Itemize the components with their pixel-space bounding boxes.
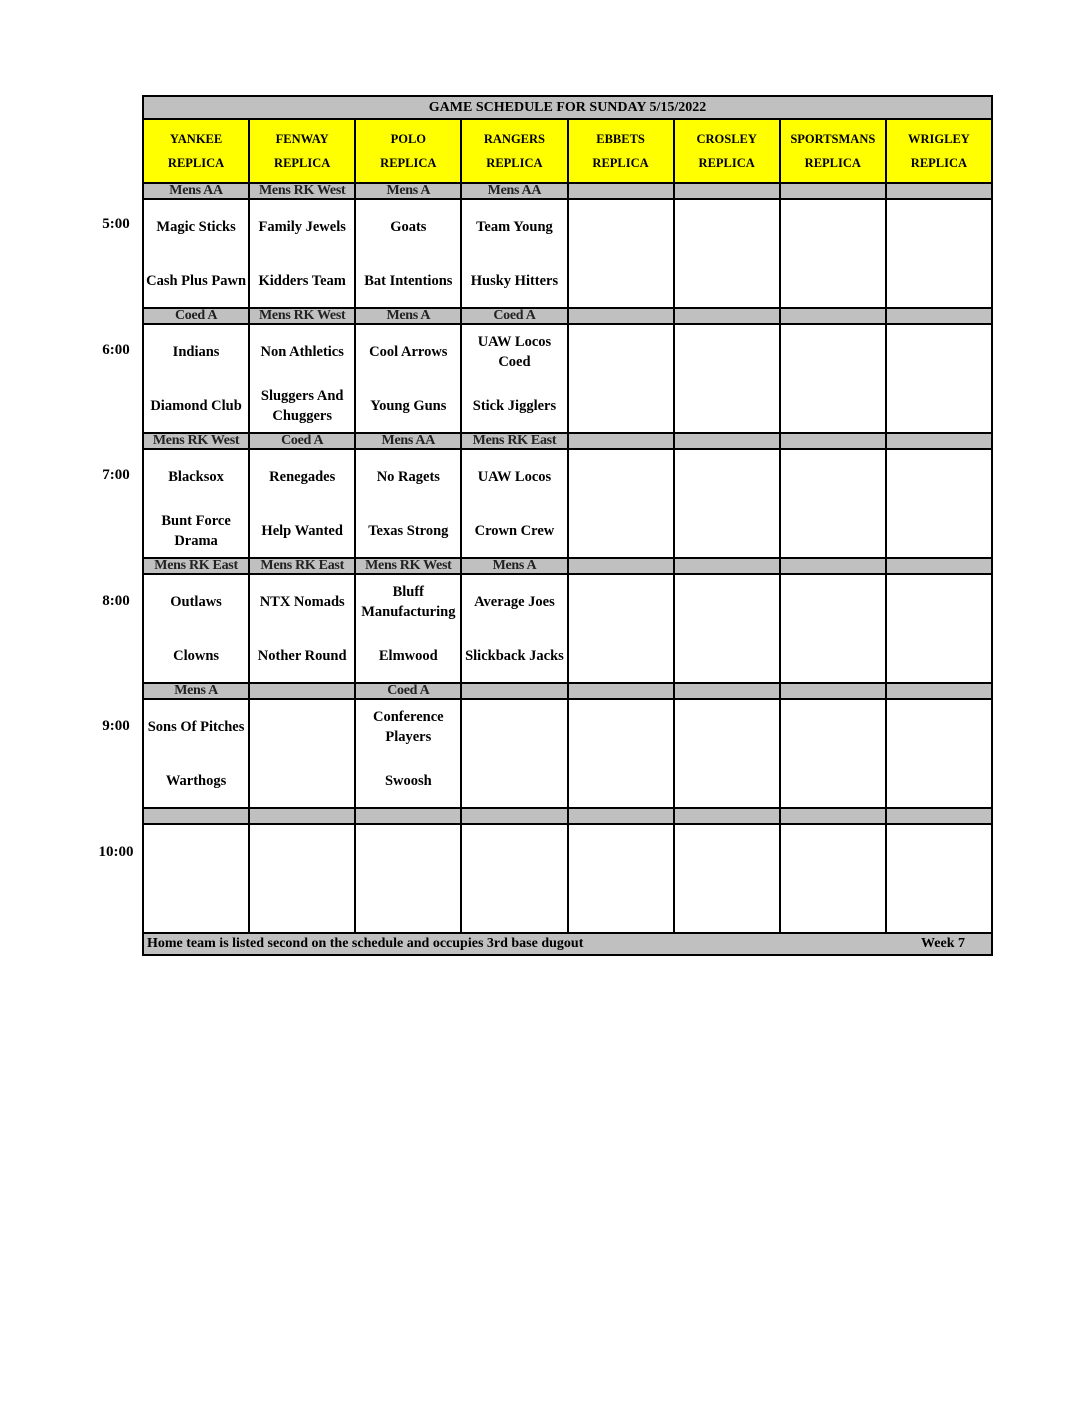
away-team xyxy=(569,575,673,629)
field-header-row xyxy=(143,119,992,183)
field-header-polo xyxy=(355,119,461,183)
division-label xyxy=(886,308,992,324)
away-team xyxy=(887,200,991,254)
away-team xyxy=(569,700,673,754)
home-team: Sluggers And Chuggers xyxy=(260,387,344,424)
away-team xyxy=(569,450,673,504)
division-label: Mens AA xyxy=(461,183,567,199)
game-cell xyxy=(674,324,780,433)
division-label xyxy=(780,683,886,699)
game-cell xyxy=(780,324,886,433)
division-label: Mens A xyxy=(355,308,461,324)
division-label: Coed A xyxy=(249,433,355,449)
home-team xyxy=(675,379,779,432)
division-label xyxy=(886,183,992,199)
game-cell xyxy=(568,574,674,683)
division-label xyxy=(568,308,674,324)
home-team: Husky Hitters xyxy=(470,272,559,289)
home-team: Clowns xyxy=(173,647,220,664)
home-team: Bat Intentions xyxy=(364,272,453,289)
division-row xyxy=(143,183,992,199)
home-team xyxy=(675,879,779,932)
home-team xyxy=(462,754,566,807)
game-cell xyxy=(780,699,886,808)
division-row xyxy=(143,558,992,574)
home-team xyxy=(887,629,991,682)
home-team: Kidders Team xyxy=(258,272,346,289)
field-name: WRIGLEY xyxy=(908,132,970,146)
away-team xyxy=(781,825,885,879)
away-team xyxy=(781,700,885,754)
division-label: Mens AA xyxy=(143,183,249,199)
time-label: 6:00 xyxy=(102,342,130,358)
game-cell xyxy=(461,199,567,308)
away-team xyxy=(250,700,354,754)
away-team xyxy=(887,450,991,504)
field-name: POLO xyxy=(390,132,427,146)
home-team: Slickback Jacks xyxy=(465,647,564,664)
home-team xyxy=(781,504,885,557)
home-team xyxy=(569,879,673,932)
game-cell xyxy=(461,574,567,683)
division-label: Mens AA xyxy=(355,433,461,449)
division-label xyxy=(674,433,780,449)
game-cell xyxy=(249,699,355,808)
home-team xyxy=(569,254,673,307)
away-team xyxy=(675,700,779,754)
home-team-note: Home team is listed second on the schedule and occupies 3rd base dugout xyxy=(147,936,584,951)
field-subtitle: REPLICA xyxy=(592,156,649,170)
division-label: Mens A xyxy=(143,683,249,699)
away-team xyxy=(887,825,991,879)
away-team: Sons Of Pitches xyxy=(147,719,245,735)
division-label xyxy=(674,683,780,699)
game-row xyxy=(143,324,992,433)
game-cell xyxy=(568,699,674,808)
division-label xyxy=(355,808,461,824)
home-team: Nother Round xyxy=(257,647,347,664)
game-cell xyxy=(780,574,886,683)
week-label: Week 7 xyxy=(921,936,965,951)
game-cell xyxy=(886,699,992,808)
away-team: Team Young xyxy=(476,219,553,235)
field-subtitle: REPLICA xyxy=(274,156,331,170)
game-cell xyxy=(674,574,780,683)
field-header-crosley xyxy=(674,119,780,183)
home-team: Texas Strong xyxy=(368,522,449,539)
division-label: Mens RK East xyxy=(249,558,355,574)
game-row xyxy=(143,824,992,933)
away-team xyxy=(887,325,991,379)
time-label: 5:00 xyxy=(102,216,130,232)
home-team xyxy=(462,879,566,932)
home-team xyxy=(781,254,885,307)
game-row xyxy=(143,699,992,808)
away-team xyxy=(675,450,779,504)
footer-row xyxy=(143,933,992,955)
home-team xyxy=(781,879,885,932)
game-cell xyxy=(674,699,780,808)
home-team xyxy=(675,754,779,807)
field-header-fenway xyxy=(249,119,355,183)
time-label: 7:00 xyxy=(102,467,130,483)
game-cell xyxy=(674,199,780,308)
away-team: Conference Players xyxy=(373,709,444,745)
division-row xyxy=(143,433,992,449)
game-cell xyxy=(355,199,461,308)
away-team: Outlaws xyxy=(170,594,222,610)
game-cell xyxy=(461,699,567,808)
game-cell xyxy=(886,199,992,308)
home-team xyxy=(569,754,673,807)
time-label: 9:00 xyxy=(102,718,130,734)
division-label xyxy=(886,433,992,449)
away-team xyxy=(675,325,779,379)
division-row xyxy=(143,808,992,824)
time-label: 8:00 xyxy=(102,593,130,609)
division-label xyxy=(674,558,780,574)
home-team: Stick Jigglers xyxy=(472,397,557,414)
footer-cell xyxy=(143,933,992,955)
division-label xyxy=(886,683,992,699)
game-cell xyxy=(355,449,461,558)
away-team: Renegades xyxy=(269,469,336,485)
home-team: Bunt Force Drama xyxy=(161,512,231,549)
game-cell xyxy=(461,449,567,558)
game-row xyxy=(143,449,992,558)
field-subtitle: REPLICA xyxy=(167,156,225,170)
away-team: Bluff Manufacturing xyxy=(361,584,456,620)
away-team xyxy=(781,575,885,629)
division-label: Mens RK West xyxy=(143,433,249,449)
home-team xyxy=(781,629,885,682)
home-team xyxy=(887,754,991,807)
division-label: Mens A xyxy=(355,183,461,199)
away-team xyxy=(675,575,779,629)
away-team xyxy=(675,200,779,254)
field-subtitle: REPLICA xyxy=(486,156,543,170)
division-label xyxy=(568,183,674,199)
field-header-sportsmans xyxy=(780,119,886,183)
division-label: Mens A xyxy=(461,558,567,574)
home-team: Warthogs xyxy=(165,772,227,789)
home-team xyxy=(781,754,885,807)
field-header-ebbets xyxy=(568,119,674,183)
game-cell xyxy=(886,574,992,683)
division-label xyxy=(780,183,886,199)
away-team: Blacksox xyxy=(168,469,224,485)
time-label: 10:00 xyxy=(98,844,134,860)
field-name: YANKEE xyxy=(169,132,223,146)
away-team: Magic Sticks xyxy=(156,219,236,235)
away-team: Average Joes xyxy=(474,594,555,610)
field-name: EBBETS xyxy=(596,132,645,146)
game-cell xyxy=(780,449,886,558)
home-team xyxy=(144,879,248,932)
away-team xyxy=(144,825,248,879)
game-cell xyxy=(674,449,780,558)
game-cell xyxy=(568,824,674,933)
field-name: FENWAY xyxy=(275,132,329,146)
away-team: Goats xyxy=(390,219,427,235)
game-cell xyxy=(355,699,461,808)
game-cell xyxy=(249,449,355,558)
away-team: Cool Arrows xyxy=(369,344,448,360)
game-cell xyxy=(143,824,249,933)
game-cell xyxy=(568,199,674,308)
field-subtitle: REPLICA xyxy=(698,156,755,170)
home-team xyxy=(887,504,991,557)
division-label xyxy=(780,808,886,824)
division-label xyxy=(674,308,780,324)
home-team xyxy=(569,379,673,432)
away-team xyxy=(781,325,885,379)
field-name: SPORTSMANS xyxy=(790,132,876,146)
schedule-title: GAME SCHEDULE FOR SUNDAY 5/15/2022 xyxy=(143,96,992,119)
game-cell xyxy=(249,824,355,933)
game-cell xyxy=(355,324,461,433)
division-label: Coed A xyxy=(355,683,461,699)
division-label: Mens RK East xyxy=(461,433,567,449)
away-team xyxy=(887,700,991,754)
game-cell xyxy=(886,449,992,558)
away-team: UAW Locos xyxy=(477,469,552,485)
home-team xyxy=(250,754,354,807)
division-label xyxy=(886,808,992,824)
division-label xyxy=(568,558,674,574)
division-row xyxy=(143,683,992,699)
home-team: Diamond Club xyxy=(150,397,242,414)
division-label xyxy=(674,183,780,199)
division-label xyxy=(568,683,674,699)
division-label xyxy=(249,683,355,699)
game-cell xyxy=(461,824,567,933)
field-header-yankee xyxy=(143,119,249,183)
away-team: UAW Locos Coed xyxy=(477,334,552,370)
home-team: Cash Plus Pawn xyxy=(146,272,247,289)
home-team xyxy=(569,629,673,682)
game-cell xyxy=(143,449,249,558)
division-label xyxy=(674,808,780,824)
away-team xyxy=(781,200,885,254)
home-team: Swoosh xyxy=(384,772,432,789)
game-cell xyxy=(568,449,674,558)
away-team xyxy=(462,825,566,879)
game-cell xyxy=(355,824,461,933)
home-team xyxy=(250,879,354,932)
game-cell xyxy=(355,574,461,683)
away-team: Family Jewels xyxy=(258,219,346,235)
home-team: Help Wanted xyxy=(261,522,343,539)
game-cell xyxy=(780,199,886,308)
division-label xyxy=(143,808,249,824)
field-header-wrigley xyxy=(886,119,992,183)
division-label xyxy=(780,308,886,324)
away-team xyxy=(569,825,673,879)
game-cell xyxy=(249,199,355,308)
away-team xyxy=(887,575,991,629)
division-label: Coed A xyxy=(143,308,249,324)
game-cell xyxy=(143,699,249,808)
away-team xyxy=(569,325,673,379)
away-team: NTX Nomads xyxy=(259,594,345,610)
away-team xyxy=(569,200,673,254)
game-row xyxy=(143,199,992,308)
away-team: Indians xyxy=(172,344,220,360)
game-cell xyxy=(674,824,780,933)
game-cell xyxy=(461,324,567,433)
division-row xyxy=(143,308,992,324)
home-team xyxy=(887,879,991,932)
title-row xyxy=(143,96,992,119)
division-label xyxy=(249,808,355,824)
home-team xyxy=(887,379,991,432)
field-subtitle: REPLICA xyxy=(910,156,968,170)
division-label xyxy=(461,808,567,824)
division-label xyxy=(568,808,674,824)
field-header-rangers xyxy=(461,119,567,183)
division-label: Mens RK West xyxy=(249,308,355,324)
away-team xyxy=(781,450,885,504)
away-team: No Ragets xyxy=(376,469,440,485)
home-team xyxy=(675,629,779,682)
home-team xyxy=(887,254,991,307)
division-label: Mens RK West xyxy=(355,558,461,574)
home-team xyxy=(675,254,779,307)
away-team xyxy=(250,825,354,879)
home-team: Elmwood xyxy=(378,647,438,664)
game-row xyxy=(143,574,992,683)
away-team xyxy=(462,700,566,754)
field-name: RANGERS xyxy=(483,132,545,146)
away-team xyxy=(675,825,779,879)
home-team xyxy=(569,504,673,557)
home-team xyxy=(356,879,460,932)
home-team xyxy=(781,379,885,432)
game-cell xyxy=(568,324,674,433)
division-label xyxy=(780,433,886,449)
away-team: Non Athletics xyxy=(260,344,344,360)
field-subtitle: REPLICA xyxy=(804,156,861,170)
schedule-table xyxy=(142,95,993,956)
game-cell xyxy=(143,324,249,433)
division-label xyxy=(780,558,886,574)
home-team xyxy=(675,504,779,557)
game-cell xyxy=(249,574,355,683)
home-team: Young Guns xyxy=(370,397,447,414)
field-subtitle: REPLICA xyxy=(380,156,437,170)
division-label: Mens RK East xyxy=(143,558,249,574)
division-label xyxy=(886,558,992,574)
field-name: CROSLEY xyxy=(696,132,757,146)
game-cell xyxy=(780,824,886,933)
home-team: Crown Crew xyxy=(474,522,555,539)
division-label: Mens RK West xyxy=(249,183,355,199)
division-label xyxy=(568,433,674,449)
game-cell xyxy=(143,574,249,683)
away-team xyxy=(356,825,460,879)
division-label xyxy=(461,683,567,699)
game-cell xyxy=(249,324,355,433)
game-cell xyxy=(143,199,249,308)
division-label: Coed A xyxy=(461,308,567,324)
game-cell xyxy=(886,824,992,933)
game-cell xyxy=(886,324,992,433)
